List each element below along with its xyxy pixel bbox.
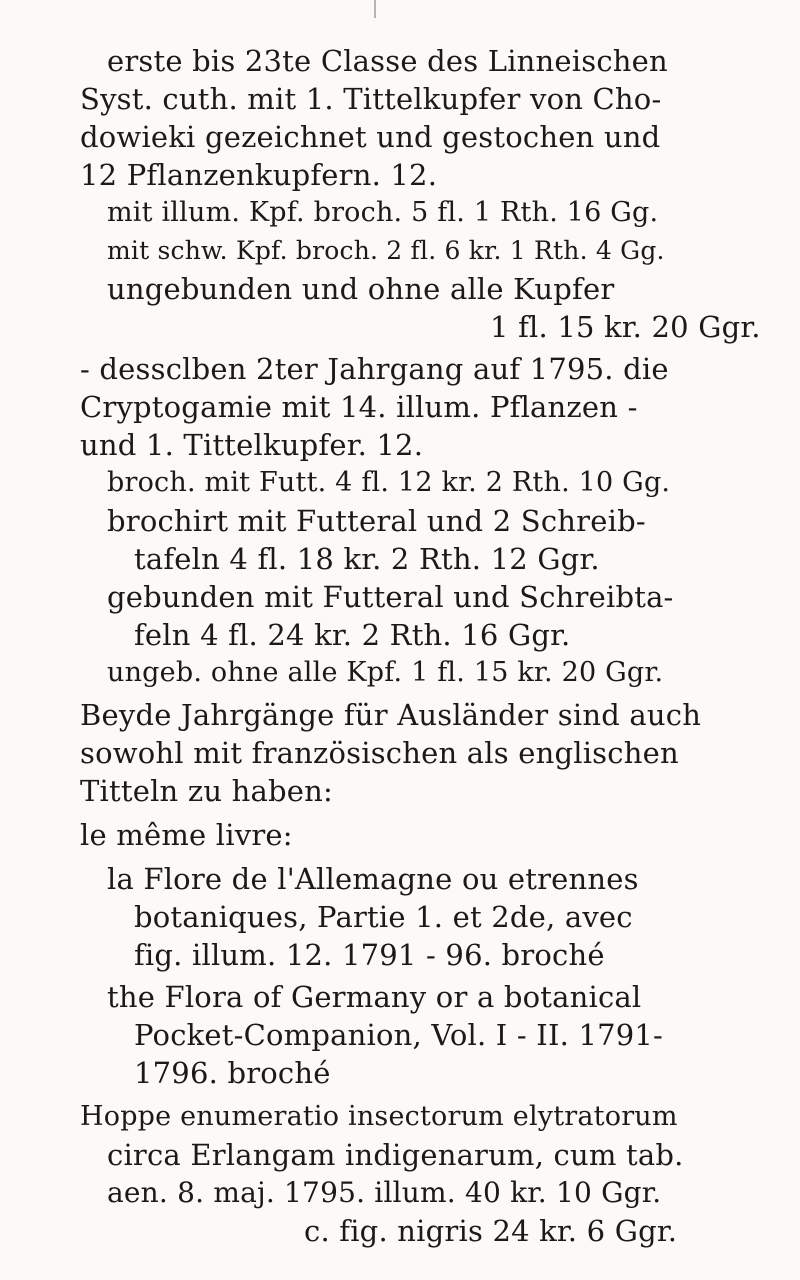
text-line: aen. 8. maj. 1795. illum. 40 kr. 10 Ggr. (107, 1176, 662, 1209)
text-line: le même livre: (80, 818, 293, 852)
text-line: Titteln zu haben: (80, 774, 333, 808)
text-line: Hoppe enumeratio insectorum elytratorum (80, 1101, 678, 1132)
text-line: brochirt mit Futteral und 2 Schreib- (107, 504, 646, 538)
text-line: Cryptogamie mit 14. illum. Pflanzen - (80, 390, 638, 424)
text-line: 12 Pflanzenkupfern. 12. (80, 158, 438, 192)
text-line: circa Erlangam indigenarum, cum tab. (107, 1138, 684, 1172)
text-line: Pocket-Companion, Vol. I - II. 1791- (134, 1018, 664, 1052)
text-line: botaniques, Partie 1. et 2de, avec (134, 900, 633, 934)
text-line: mit schw. Kpf. broch. 2 fl. 6 kr. 1 Rth. 4 Gg. (107, 236, 665, 265)
text-line: dowieki gezeichnet und gestochen und (80, 120, 661, 154)
text-line: - dessclben 2ter Jahrgang auf 1795. die (80, 352, 669, 386)
page-edge-mark (374, 0, 376, 18)
text-line: erste bis 23te Classe des Linneischen (107, 44, 668, 78)
text-line: 1 fl. 15 kr. 20 Ggr. (490, 310, 761, 344)
text-line: Syst. cuth. mit 1. Tittelkupfer von Cho- (80, 82, 662, 116)
text-line: c. fig. nigris 24 kr. 6 Ggr. (304, 1214, 678, 1248)
text-line: und 1. Tittelkupfer. 12. (80, 428, 424, 462)
text-line: mit illum. Kpf. broch. 5 fl. 1 Rth. 16 Gg. (107, 197, 659, 228)
text-line: tafeln 4 fl. 18 kr. 2 Rth. 12 Ggr. (134, 542, 600, 576)
text-line: 1796. broché (134, 1056, 331, 1090)
text-line: la Flore de l'Allemagne ou etrennes (107, 862, 639, 896)
text-line: gebunden mit Futteral und Schreibta- (107, 580, 674, 614)
text-line: feln 4 fl. 24 kr. 2 Rth. 16 Ggr. (134, 618, 571, 652)
text-line: broch. mit Futt. 4 fl. 12 kr. 2 Rth. 10 Gg. (107, 467, 671, 498)
text-line: sowohl mit französischen als englischen (80, 736, 679, 770)
text-line: fig. illum. 12. 1791 - 96. broché (134, 938, 605, 972)
text-line: ungeb. ohne alle Kpf. 1 fl. 15 kr. 20 Ggr. (107, 657, 664, 688)
text-line: Beyde Jahrgänge für Ausländer sind auch (80, 698, 702, 732)
text-line: the Flora of Germany or a botanical (107, 980, 642, 1014)
text-line: ungebunden und ohne alle Kupfer (107, 272, 615, 306)
